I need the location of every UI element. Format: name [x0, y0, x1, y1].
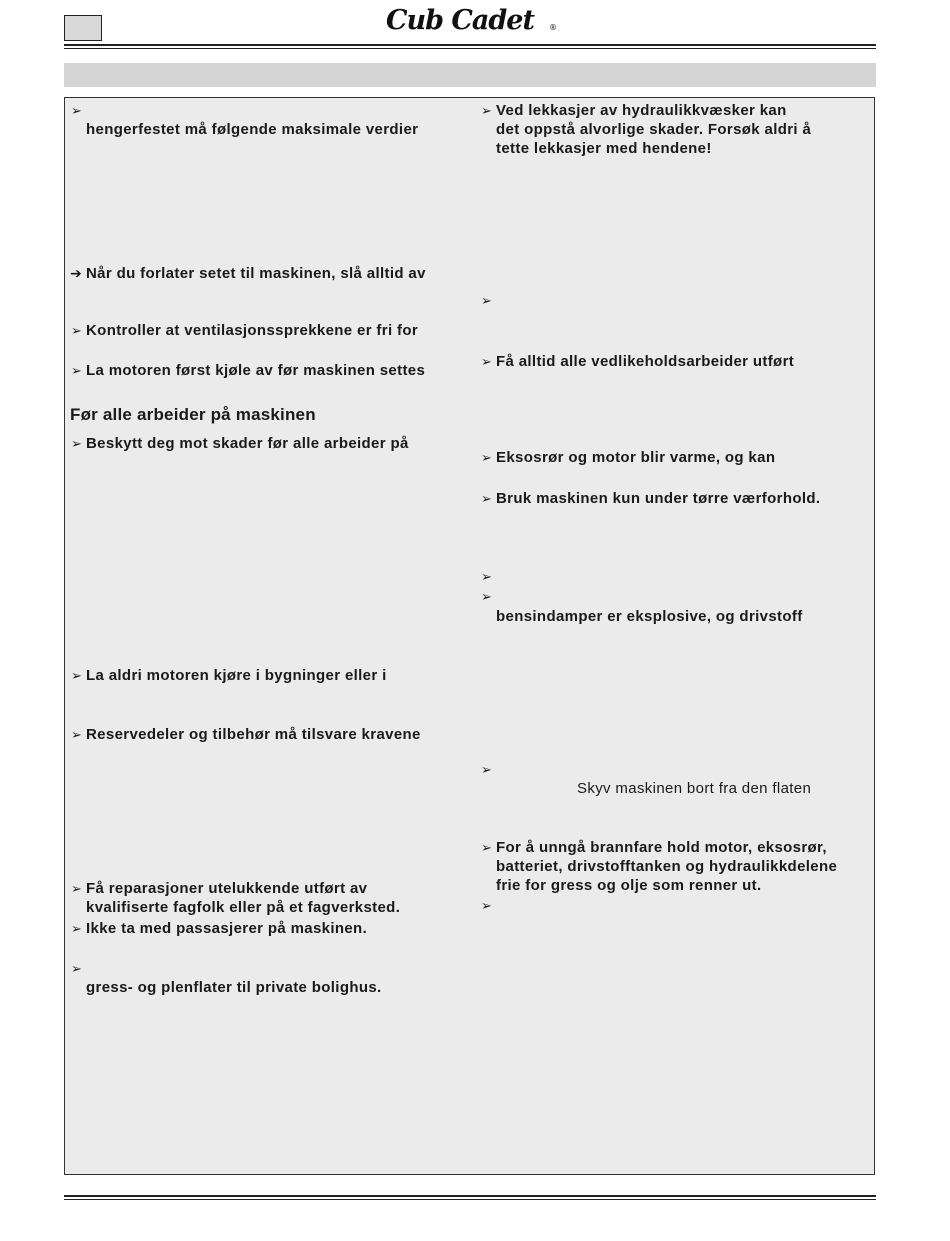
text-line: Få alltid alle vedlikeholdsarbeider utført: [496, 353, 795, 370]
section-title-band: [64, 63, 876, 87]
text-line: bensindamper er eksplosive, og drivstoff: [496, 608, 803, 625]
text-line: La motoren først kjøle av før maskinen settes: [86, 362, 426, 379]
text-line: batteriet, drivstofftanken og hydraulikkdelene: [496, 858, 838, 875]
bullet-icon: ➢: [71, 323, 82, 338]
text-line: Beskytt deg mot skader før alle arbeider på: [86, 435, 409, 452]
bullet-icon: ➢: [481, 762, 492, 777]
text-line: Få reparasjoner utelukkende utført av: [86, 880, 368, 897]
text-line: hengerfestet må følgende maksimale verdier: [86, 121, 419, 138]
text-line: Reservedeler og tilbehør må tilsvare kravene: [86, 726, 421, 743]
bullet-icon: ➢: [71, 363, 82, 378]
text-line: For å unngå brannfare hold motor, eksosrør,: [496, 839, 827, 856]
bullet-icon: ➢: [481, 840, 492, 855]
text-line: Når du forlater setet til maskinen, slå alltid av: [86, 265, 426, 282]
text-line: kvalifiserte fagfolk eller på et fagverksted.: [86, 899, 401, 916]
bullet-icon: ➢: [71, 961, 82, 976]
text-line: gress- og plenflater til private bolighus.: [86, 979, 382, 996]
bullet-icon: ➢: [481, 898, 492, 913]
bullet-icon: ➢: [71, 881, 82, 896]
registered-mark: ®: [549, 23, 557, 32]
bullet-icon: ➢: [71, 727, 82, 742]
bullet-icon: ➢: [481, 491, 492, 506]
text-line: Ved lekkasjer av hydraulikkvæsker kan: [496, 102, 787, 119]
text-line: Kontroller at ventilasjonssprekkene er fri for: [86, 322, 419, 339]
bullet-icon: ➢: [481, 354, 492, 369]
footer-rule-thin: [64, 1199, 876, 1200]
bullet-icon: ➢: [71, 921, 82, 936]
bullet-icon: ➢: [71, 103, 82, 118]
text-line: Eksosrør og motor blir varme, og kan: [496, 449, 776, 466]
header-rule-thin: [64, 48, 876, 49]
bullet-icon: ➢: [481, 450, 492, 465]
text-line: La aldri motoren kjøre i bygninger eller i: [86, 667, 387, 684]
content-panel: [64, 97, 875, 1175]
arrow-icon: ➔: [70, 265, 82, 281]
text-line: det oppstå alvorlige skader. Forsøk aldri å: [496, 121, 812, 138]
brand-logo-text: Cub Cadet: [386, 5, 534, 36]
bullet-icon: ➢: [71, 668, 82, 683]
bullet-icon: ➢: [481, 569, 492, 584]
bullet-icon: ➢: [481, 293, 492, 308]
bullet-icon: ➢: [481, 103, 492, 118]
bullet-icon: ➢: [71, 436, 82, 451]
section-heading: Før alle arbeider på maskinen: [70, 405, 316, 424]
bullet-icon: ➢: [481, 589, 492, 604]
footer-rule: [64, 1195, 876, 1197]
text-line: tette lekkasjer med hendene!: [496, 140, 712, 157]
text-line: frie for gress og olje som renner ut.: [496, 877, 762, 894]
text-line: Bruk maskinen kun under tørre værforhold.: [496, 490, 821, 507]
header-rule: [64, 44, 876, 46]
text-line: Ikke ta med passasjerer på maskinen.: [86, 920, 368, 937]
brand-logo: [384, 2, 558, 36]
text-line: Skyv maskinen bort fra den flaten: [577, 780, 812, 797]
page-number-box: [64, 15, 102, 41]
